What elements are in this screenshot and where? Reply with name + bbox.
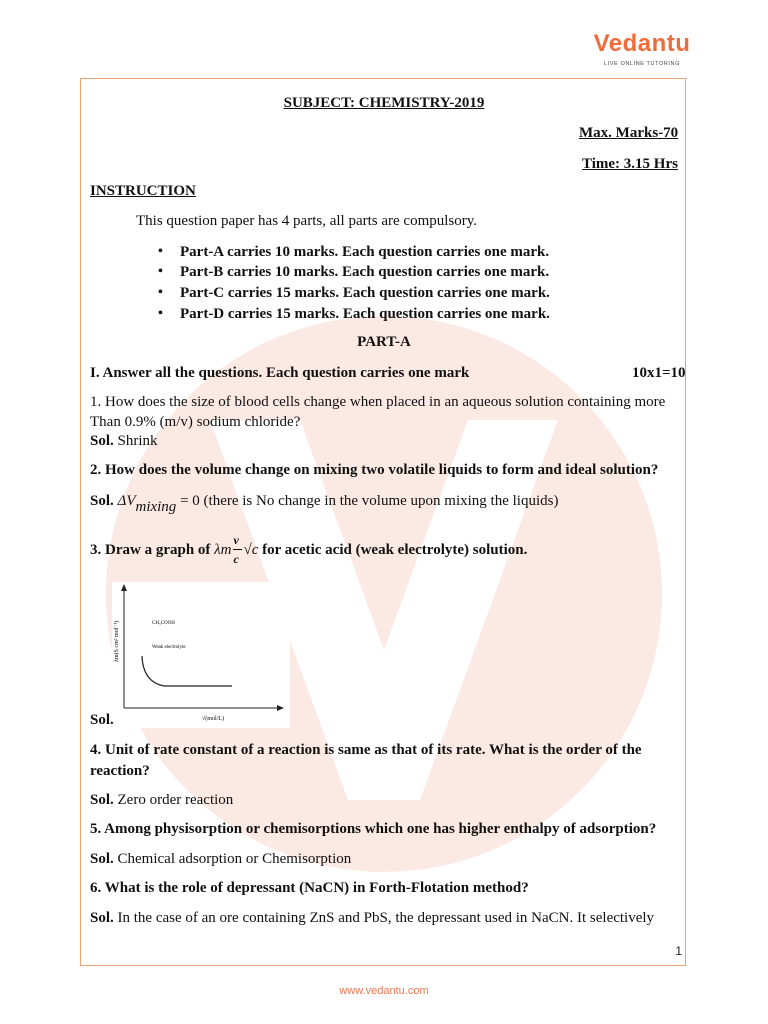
- question-3: [90, 533, 528, 566]
- sol-label: Sol.: [90, 851, 114, 867]
- sol-label: Sol.: [90, 433, 114, 449]
- max-marks: Max. Marks-70: [579, 125, 679, 141]
- bullet-icon: •: [158, 306, 163, 321]
- weak-electrolyte-curve: [142, 656, 232, 686]
- graph-svg: [112, 582, 290, 728]
- answer-6: [90, 909, 654, 927]
- instruction-intro: This question paper has 4 parts, all parts are compulsory.: [136, 213, 478, 229]
- answer-3-sol-label: Sol.: [90, 712, 114, 728]
- answer-text: (there is No change in the volume upon mixing the liquids): [203, 493, 559, 509]
- answer-text: Zero order reaction: [117, 792, 234, 808]
- sol-label: Sol.: [90, 493, 114, 509]
- answer-text: In the case of an ore containing ZnS and PbS, the depressant used in NaCN. It selectively: [117, 910, 655, 926]
- bullet-icon: •: [158, 244, 163, 259]
- footer-url-link[interactable]: www.vedantu.com: [339, 985, 429, 997]
- page-number: 1: [675, 944, 682, 958]
- bullet-text: Part-D carries 15 marks. Each question carries one mark.: [180, 306, 550, 322]
- answer-5: [90, 850, 351, 868]
- vedantu-logo: [592, 30, 692, 72]
- x-axis-label: √(mol/L): [202, 716, 224, 722]
- section-heading: I. Answer all the questions. Each question carries one mark: [90, 365, 470, 381]
- bullet-icon: •: [158, 285, 163, 300]
- question-6: 6. What is the role of depressant (NaCN) in Forth-Flotation method?: [90, 880, 529, 896]
- bullet-icon: •: [158, 264, 163, 279]
- answer-text: Shrink: [117, 433, 158, 449]
- subject-title: SUBJECT: CHEMISTRY-2019: [283, 95, 485, 111]
- x-axis-arrow-icon: [277, 705, 284, 711]
- delta-v-symbol: ΔV: [117, 493, 136, 509]
- sol-label: Sol.: [90, 910, 114, 926]
- bullet-text: Part-A carries 10 marks. Each question carries one mark.: [180, 244, 550, 260]
- answer-1: [90, 432, 158, 450]
- question-4-line-2: reaction?: [90, 763, 150, 779]
- y-axis-arrow-icon: [121, 584, 127, 591]
- mixing-subscript: mixing: [135, 499, 177, 515]
- conductivity-graph: [112, 582, 290, 728]
- time-allowed: Time: 3.15 Hrs: [582, 156, 678, 172]
- question-4-line-1: 4. Unit of rate constant of a reaction is same as that of its rate. What is the order of the: [90, 742, 642, 758]
- question-1-line-1: 1. How does the size of blood cells change when placed in an aqueous solution containing more: [90, 394, 666, 410]
- answer-2: [90, 492, 559, 515]
- logo-wordmark: Vedantu: [593, 30, 691, 57]
- fraction-numerator: v: [233, 533, 239, 547]
- bullet-text: Part-B carries 10 marks. Each question carries one mark.: [180, 264, 550, 280]
- logo-tagline: LIVE ONLINE TUTORING: [604, 61, 680, 67]
- sqrt-c-symbol: √c: [243, 542, 259, 558]
- bullet-text: Part-C carries 15 marks. Each question carries one mark.: [180, 285, 550, 301]
- fraction-denominator: c: [233, 552, 239, 566]
- question-3-suffix: for acetic acid (weak electrolyte) solution.: [262, 542, 528, 558]
- question-3-prefix: 3. Draw a graph of: [90, 542, 211, 558]
- answer-text: Chemical adsorption or Chemisorption: [117, 851, 352, 867]
- graph-label-curve: Weak electrolyte: [152, 645, 186, 650]
- section-marks: 10x1=10: [632, 365, 686, 381]
- answer-4: [90, 791, 233, 809]
- fraction-v-over-c: [232, 533, 244, 566]
- question-1-line-2: Than 0.9% (m/v) sodium chloride?: [90, 414, 301, 430]
- part-title: PART-A: [357, 334, 411, 350]
- equals-zero: = 0: [180, 493, 200, 509]
- instruction-heading: INSTRUCTION: [90, 183, 196, 199]
- graph-label-top: CH₃COOH: [152, 621, 175, 626]
- question-5: 5. Among physisorption or chemisorptions which one has higher enthalpy of adsorption?: [90, 821, 657, 837]
- y-axis-label: λm(S cm² mol⁻¹): [114, 620, 120, 662]
- question-2: 2. How does the volume change on mixing two volatile liquids to form and ideal solution?: [90, 462, 659, 478]
- sol-label: Sol.: [90, 792, 114, 808]
- lambda-m-symbol: λm: [214, 542, 232, 558]
